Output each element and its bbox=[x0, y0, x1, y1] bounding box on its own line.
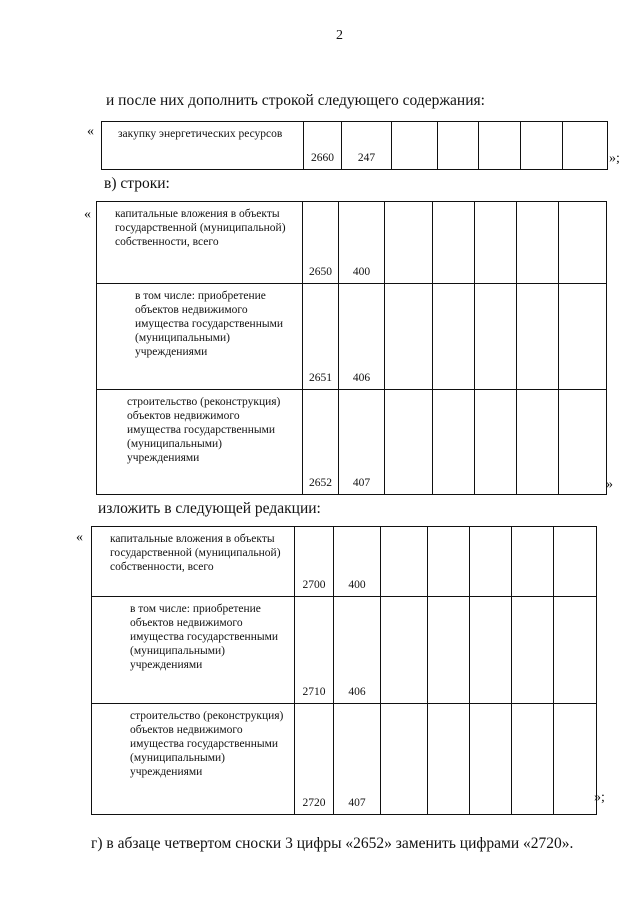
line-code: 2720 bbox=[295, 704, 334, 815]
table-row bbox=[97, 284, 607, 390]
row-name: закупку энергетических ресурсов bbox=[102, 122, 304, 170]
page-number: 2 bbox=[336, 28, 343, 43]
budget-code: 407 bbox=[334, 704, 381, 815]
intro-table bbox=[101, 121, 608, 170]
budget-code: 400 bbox=[339, 202, 385, 284]
section-v-label: в) строки: bbox=[104, 175, 170, 192]
budget-code: 406 bbox=[334, 597, 381, 704]
close-quote: »; bbox=[594, 790, 605, 805]
line-code: 2650 bbox=[303, 202, 339, 284]
intro-paragraph: и после них дополнить строкой следующего содержания: bbox=[106, 92, 485, 109]
line-code: 2710 bbox=[295, 597, 334, 704]
open-quote: « bbox=[84, 207, 91, 222]
open-quote: « bbox=[76, 530, 83, 545]
line-code: 2651 bbox=[303, 284, 339, 390]
table-row bbox=[92, 597, 597, 704]
budget-code: 247 bbox=[342, 122, 392, 170]
line-code: 2660 bbox=[304, 122, 342, 170]
new-rows-table bbox=[91, 526, 597, 815]
close-quote: » bbox=[606, 477, 613, 492]
section-g-paragraph: г) в абзаце четвертом сноски 3 цифры «2652» заменить цифрами «2720». bbox=[91, 835, 574, 852]
row-name: строительство (реконструкция) объектов недвижимого имущества государственными (муниципальными) учреждениями bbox=[97, 390, 303, 495]
close-quote: »; bbox=[609, 151, 620, 166]
table-row bbox=[102, 122, 608, 170]
table-row bbox=[97, 390, 607, 495]
budget-code: 407 bbox=[339, 390, 385, 495]
row-name: строительство (реконструкция) объектов недвижимого имущества государственными (муниципальными) учреждениями bbox=[92, 704, 295, 815]
line-code: 2652 bbox=[303, 390, 339, 495]
row-name: капитальные вложения в объекты государственной (муниципальной) собственности, всего bbox=[97, 202, 303, 284]
open-quote: « bbox=[87, 124, 94, 139]
budget-code: 406 bbox=[339, 284, 385, 390]
table-row bbox=[92, 704, 597, 815]
old-rows-table bbox=[96, 201, 607, 495]
row-name: в том числе: приобретение объектов недвижимого имущества государственными (муниципальными) учреждениями bbox=[92, 597, 295, 704]
row-name: в том числе: приобретение объектов недвижимого имущества государственными (муниципальными) учреждениями bbox=[97, 284, 303, 390]
section-v-new-label: изложить в следующей редакции: bbox=[98, 500, 321, 517]
row-name: капитальные вложения в объекты государственной (муниципальной) собственности, всего bbox=[92, 527, 295, 597]
budget-code: 400 bbox=[334, 527, 381, 597]
table-row bbox=[97, 202, 607, 284]
table-row bbox=[92, 527, 597, 597]
line-code: 2700 bbox=[295, 527, 334, 597]
